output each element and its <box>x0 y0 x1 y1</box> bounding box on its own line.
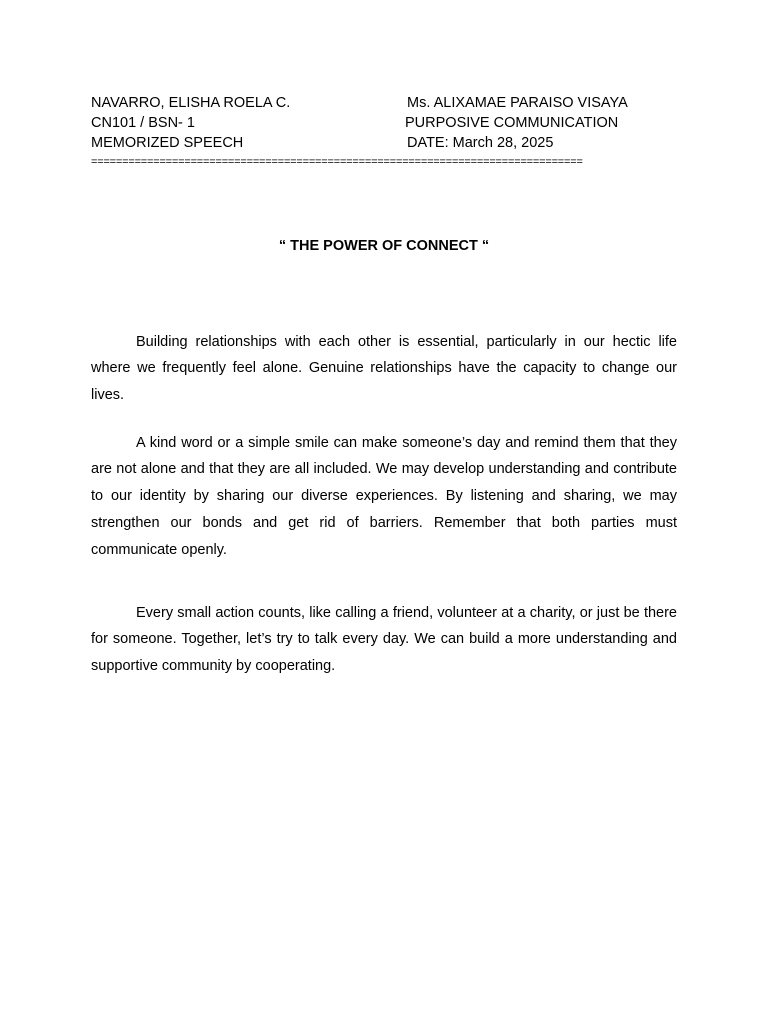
submission-date: DATE: March 28, 2025 <box>407 135 554 151</box>
header-row-3 <box>91 133 671 153</box>
student-name: NAVARRO, ELISHA ROELA C. <box>91 95 291 111</box>
course-title: PURPOSIVE COMMUNICATION <box>405 115 619 131</box>
header-row-1 <box>91 93 671 113</box>
instructor-name: Ms. ALIXAMAE PARAISO VISAYA <box>407 95 628 111</box>
document-header <box>91 93 671 153</box>
header-row-2 <box>91 113 671 133</box>
paragraph-3: Every small action counts, like calling a friend, volunteer at a charity, or just be there for someone. Together, let’s try to talk every day. We can build a more understanding and supportive community by cooperating. <box>91 604 677 675</box>
course-section: CN101 / BSN- 1 <box>91 115 195 131</box>
paragraph-2: A kind word or a simple smile can make someone’s day and remind them that they are not alone and that they are all included. We may develop understanding and contribute to our identity by sharing our diverse experiences. By listening and sharing, we may strengthen our bonds and get rid of barriers. Remember that both parties must communicate openly. <box>91 434 677 558</box>
paragraph-1: Building relationships with each other is essential, particularly in our hectic life where we frequently feel alone. Genuine relationships have the capacity to change our lives. <box>91 333 677 404</box>
speech-title: “ THE POWER OF CONNECT “ <box>278 238 490 254</box>
header-separator: =============================================================================== <box>91 156 583 168</box>
activity-type: MEMORIZED SPEECH <box>91 135 244 151</box>
